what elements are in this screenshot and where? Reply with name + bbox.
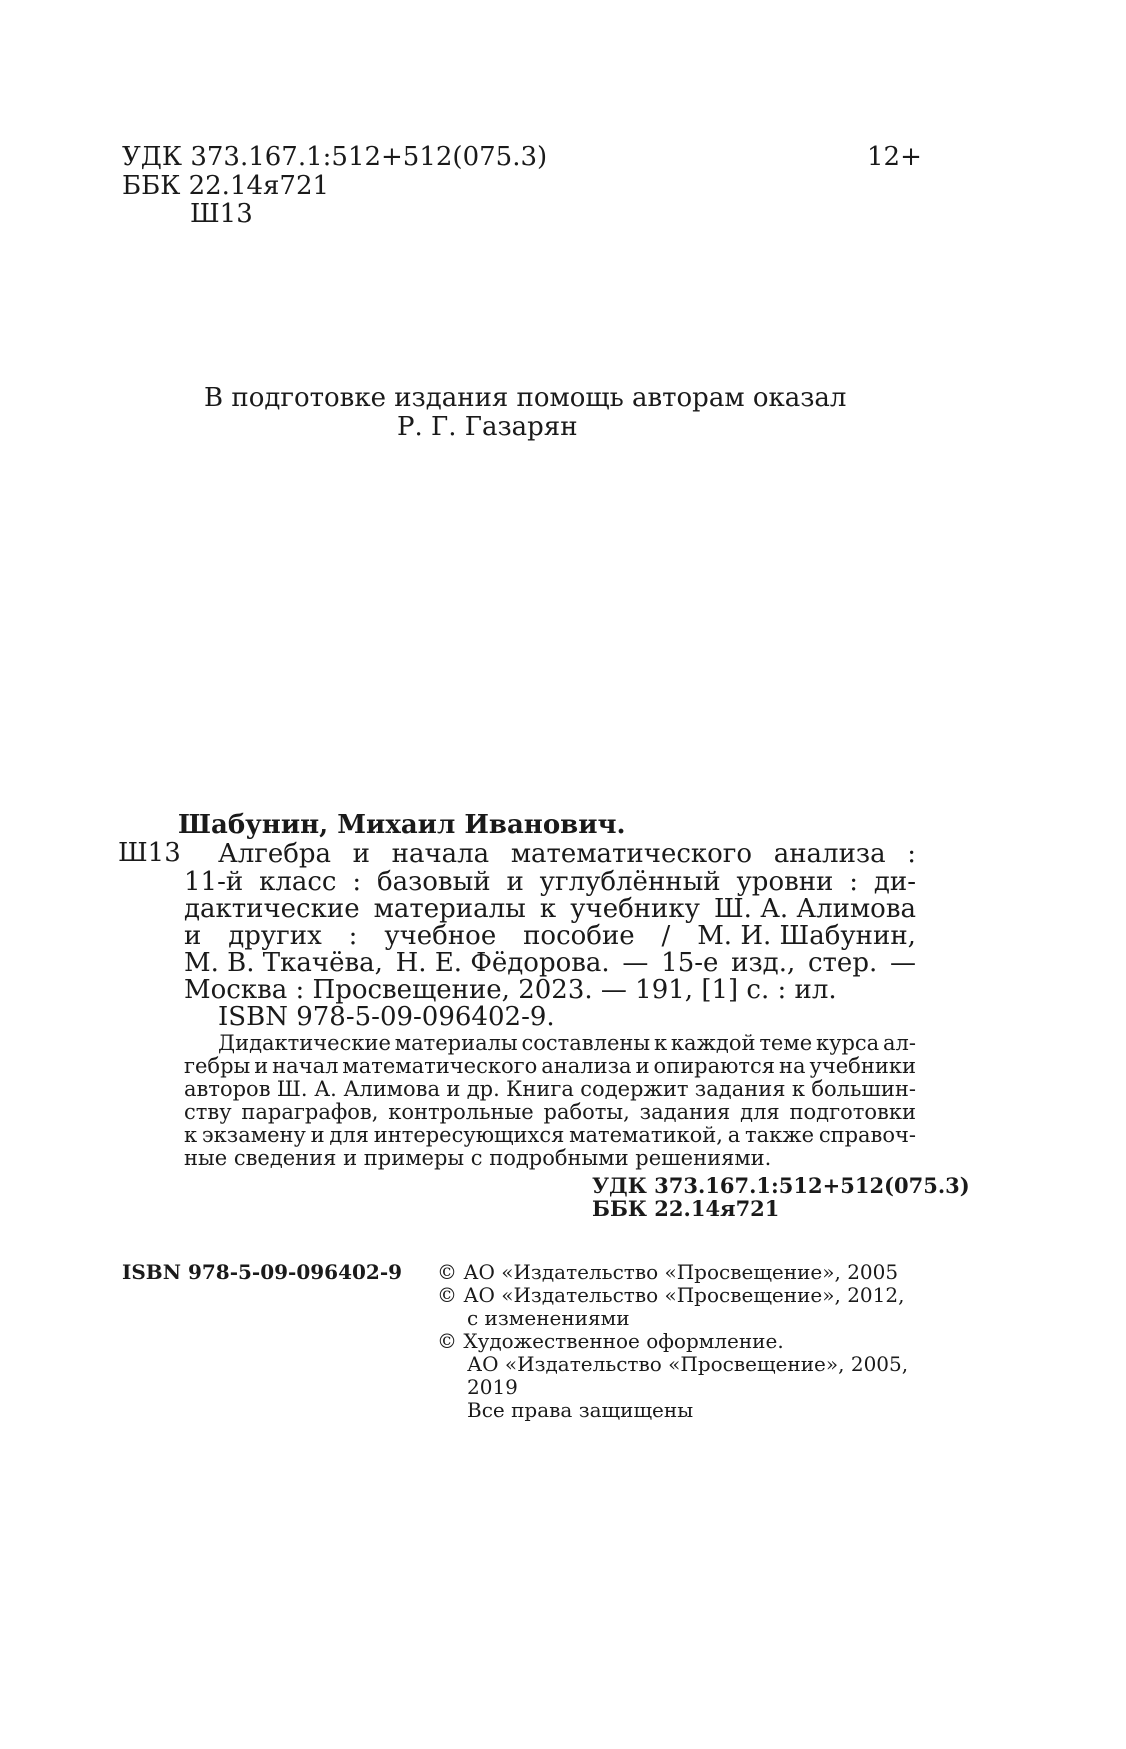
- annotation-line-1: [218, 1033, 916, 1054]
- author-code-header: Ш13: [190, 199, 253, 229]
- annotation-line-5: [184, 1125, 916, 1146]
- copyright-line-3: с изменениями: [467, 1306, 630, 1330]
- word: ству: [184, 1100, 232, 1124]
- footer-isbn: ISBN 978-5-09-096402-9: [122, 1260, 403, 1284]
- word: составлены: [521, 1031, 651, 1055]
- word: также: [745, 1123, 815, 1147]
- word: к: [653, 1031, 668, 1055]
- word: для: [740, 1100, 780, 1124]
- card-line-5: [184, 950, 916, 976]
- copyright-line-7: Все права защищены: [467, 1398, 694, 1422]
- word: для: [329, 1123, 369, 1147]
- word: теме: [759, 1031, 813, 1055]
- word: опираются: [653, 1054, 776, 1078]
- card-author: Шабунин, Михаил Иванович.: [178, 810, 626, 840]
- word: учебнику: [570, 894, 700, 924]
- card-isbn: ISBN 978-5-09-096402-9.: [218, 1002, 555, 1032]
- word: математикой,: [569, 1123, 723, 1147]
- word: и: [506, 867, 524, 897]
- card-line-4: [184, 923, 916, 949]
- annotation-bbk: ББК 22.14я721: [592, 1196, 780, 1221]
- word: ал-: [883, 1031, 916, 1055]
- word: к: [539, 894, 557, 924]
- word: к: [184, 1123, 198, 1147]
- word: :: [907, 839, 916, 869]
- word: Книга: [506, 1077, 574, 1101]
- card-line-6: Москва : Просвещение, 2023. — 191, [1] с. : ил.: [184, 975, 837, 1005]
- word: М. В. Ткачёва,: [184, 948, 383, 978]
- word: —: [622, 948, 649, 978]
- word: к: [791, 1077, 805, 1101]
- word: и: [352, 839, 370, 869]
- word: учебники: [809, 1054, 916, 1078]
- word: пособие: [523, 921, 635, 951]
- word: —: [889, 948, 916, 978]
- word: справоч-: [818, 1123, 916, 1147]
- word: класс: [259, 867, 337, 897]
- annotation-line-2: [184, 1056, 916, 1077]
- card-code: Ш13: [118, 838, 181, 868]
- word: задания: [639, 1100, 731, 1124]
- age-rating: 12+: [867, 142, 922, 172]
- word: базовый: [376, 867, 491, 897]
- bbk-header: ББК 22.14я721: [122, 171, 330, 201]
- word: изд.,: [731, 948, 796, 978]
- word: курса: [815, 1031, 880, 1055]
- word: гебры: [184, 1054, 251, 1078]
- word: анализа: [541, 1054, 632, 1078]
- word: других: [228, 921, 322, 951]
- word: углублённый: [539, 867, 721, 897]
- word: контрольные: [388, 1100, 534, 1124]
- word: параграфов,: [241, 1100, 379, 1124]
- udk-header: УДК 373.167.1:512+512(075.3): [122, 142, 548, 172]
- word: каждой: [670, 1031, 756, 1055]
- annotation-udk: УДК 373.167.1:512+512(075.3): [592, 1173, 970, 1198]
- word: Ш. А. Алимова: [714, 894, 916, 924]
- card-line-1: [218, 841, 916, 867]
- word: :: [352, 867, 362, 897]
- word: математического: [342, 1054, 538, 1078]
- copyright-line-1: © АО «Издательство «Просвещение», 2005: [437, 1260, 899, 1284]
- annotation-line-3: [184, 1079, 916, 1100]
- annotation-line-4: [184, 1102, 916, 1123]
- word: др.: [466, 1077, 500, 1101]
- word: большин-: [811, 1077, 916, 1101]
- word: материалы: [373, 894, 526, 924]
- word: начала: [391, 839, 490, 869]
- word: Ш. А. Алимова: [276, 1077, 441, 1101]
- word: подготовки: [789, 1100, 916, 1124]
- word: ди-: [873, 867, 916, 897]
- copyright-line-2: © АО «Издательство «Просвещение», 2012,: [437, 1283, 905, 1307]
- copyright-line-6: 2019: [467, 1375, 518, 1399]
- copyright-line-4: © Художественное оформление.: [437, 1329, 784, 1353]
- word: экзамену: [201, 1123, 306, 1147]
- word: задания: [694, 1077, 786, 1101]
- acknowledgment-line-1: В подготовке издания помощь авторам оказал: [204, 383, 847, 413]
- word: стер.: [807, 948, 878, 978]
- acknowledgment-line-2: Р. Г. Газарян: [397, 412, 578, 442]
- word: :: [849, 867, 859, 897]
- word: :: [348, 921, 358, 951]
- word: интересующихся: [373, 1123, 565, 1147]
- copyright-line-5: АО «Издательство «Просвещение», 2005,: [467, 1352, 909, 1376]
- word: а: [727, 1123, 741, 1147]
- word: 11-й: [184, 867, 244, 897]
- word: М. И. Шабунин,: [697, 921, 916, 951]
- word: авторов: [184, 1077, 271, 1101]
- word: 15-е: [661, 948, 719, 978]
- card-line-3: [184, 896, 916, 922]
- word: Дидактические: [218, 1031, 391, 1055]
- word: уровни: [736, 867, 834, 897]
- word: и: [184, 921, 202, 951]
- word: и: [635, 1054, 650, 1078]
- word: и: [254, 1054, 269, 1078]
- word: /: [661, 921, 671, 951]
- word: и: [310, 1123, 325, 1147]
- word: учебное: [384, 921, 497, 951]
- word: материалы: [394, 1031, 518, 1055]
- word: Н. Е. Фёдорова.: [395, 948, 610, 978]
- word: Алгебра: [218, 839, 332, 869]
- card-line-2: [184, 869, 916, 895]
- word: на: [779, 1054, 806, 1078]
- word: анализа: [773, 839, 886, 869]
- annotation-line-6: ные сведения и примеры с подробными решениями.: [184, 1146, 772, 1170]
- word: математического: [510, 839, 753, 869]
- word: работы,: [543, 1100, 630, 1124]
- word: содержит: [580, 1077, 689, 1101]
- word: начал: [272, 1054, 339, 1078]
- word: и: [446, 1077, 461, 1101]
- word: дактические: [184, 894, 360, 924]
